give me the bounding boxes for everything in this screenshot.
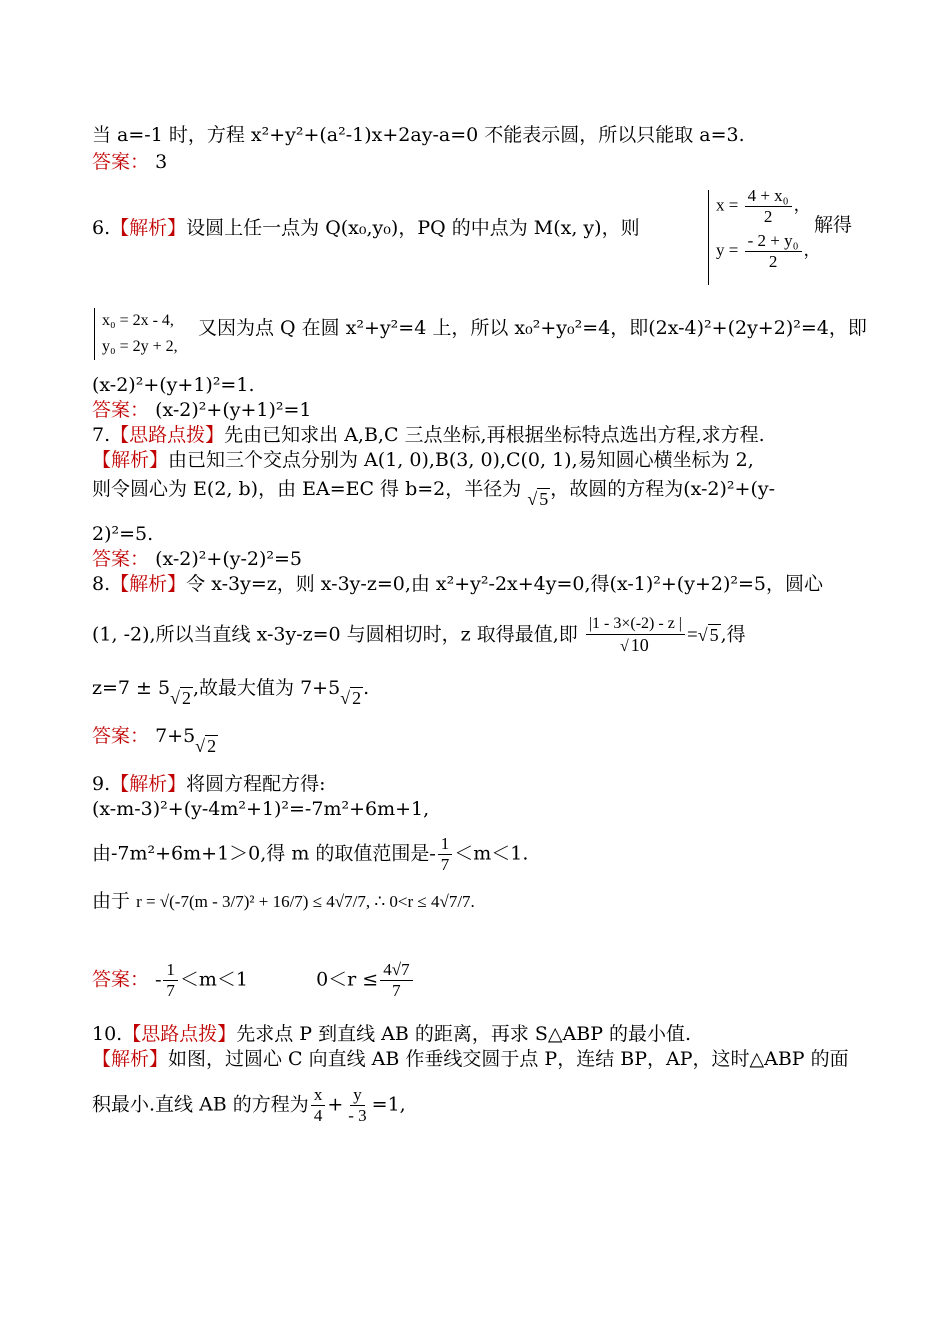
problem-9-line1 (92, 772, 326, 796)
fraction-4sqrt7-7 (380, 960, 412, 1001)
hint-tag: 【思路点拨】 (110, 424, 225, 446)
answer-sqrt-2-radicand: 2 (207, 736, 217, 756)
solve-word: 解得 (814, 214, 853, 236)
problem-10-line3: 积最小.直线 AB 的方程为 $\frac{x}{4}$ + $\frac{y}{- 3}$ =1, (92, 1085, 406, 1125)
problem-number: 10. (92, 1023, 123, 1045)
sqrt-5-radicand: 5 (709, 624, 719, 645)
answer-label: 答案： (92, 151, 150, 173)
answer-label: 答案： (92, 968, 150, 991)
frac-num: 1 (438, 834, 453, 855)
analysis-text: 令 x-3y=z，则 x-3y-z=0,由 x²+y²-2x+4y=0,得(x-1)²+(y+2)²=5，圆心 (186, 573, 823, 595)
sys2-row-1: x₀ = 2x - 4, (102, 312, 174, 329)
frac-num: 4√7 (380, 960, 412, 981)
fraction-1-7 (438, 834, 453, 875)
problem-9-line2: (x-m-3)²+(y-4m²+1)²=-7m²+6m+1, (92, 798, 430, 820)
brace-line (708, 190, 709, 285)
frac-num: y (350, 1085, 365, 1106)
sqrt-2: √ 2 (170, 688, 191, 708)
frac-den: 4 (313, 1106, 323, 1125)
answer-label: 答案： (92, 399, 150, 421)
analysis-tag: 【解析】 (110, 217, 187, 239)
line-eq-tail: =1, (371, 1093, 406, 1116)
sqrt-5: √ 5 (527, 489, 549, 509)
answer-6 (92, 398, 312, 422)
problem-6-line2: 又因为点 Q 在圆 x²+y²=4 上，所以 x₀²+y₀²=4，即(2x-4)²+(2y+2)²=4，即 (198, 317, 867, 339)
tangent-text: (1, -2),所以当直线 x-3y-z=0 与圆相切时，z 取得最值,即 (92, 623, 578, 646)
problem-9-line4 (92, 889, 475, 914)
answer-label: 答案： (92, 725, 150, 747)
analysis-text: 如图，过圆心 C 向直线 AB 作垂线交圆于点 P，连结 BP，AP，这时△ABP 的面 (168, 1048, 849, 1070)
problem-6-line3: (x-2)²+(y+1)²=1. (92, 374, 255, 396)
answer-8 (92, 724, 218, 758)
sqrt-2-radicand-b: 2 (352, 688, 362, 708)
problem-8-line1 (92, 572, 823, 596)
sqrt-5: √ 5 (697, 624, 719, 645)
circle-eq-text: ，故圆的方程为(x-2)²+(y- (550, 478, 776, 500)
problem-7-line1 (92, 423, 765, 447)
line-a-cond: 当 a=-1 时，方程 x²+y²+(a²-1)x+2ay-a=0 不能表示圆，所以只能取 a=3. (92, 124, 745, 146)
sqrt-2-radicand: 2 (182, 688, 191, 708)
sqrt-5-radicand: 5 (539, 489, 549, 509)
answer-value: (x-2)²+(y-2)²=5 (155, 548, 303, 570)
problem-6-line1 (92, 216, 640, 240)
sys1-num-1: 4 + x₀ (745, 186, 792, 207)
answer-value: (x-2)²+(y+1)²=1 (155, 399, 312, 421)
answer-5 (92, 150, 167, 174)
frac-den: 7 (440, 855, 450, 874)
radius-expression: r = √(-7(m - 3/7)² + 16/7) ≤ 4√7/7, ∴ 0<r ≤ 4√7/7. (136, 892, 475, 911)
sqrt-2-b: √ 2 (340, 688, 362, 708)
radius-text: 则令圆心为 E(2, b)，由 EA=EC 得 b=2，半径为 (92, 478, 522, 500)
distance-numerator: |1 - 3×(-2) - z | (586, 614, 685, 635)
system-1 (716, 186, 821, 272)
system-2 (102, 308, 178, 360)
fraction-1-7 (163, 960, 178, 1001)
answer-9 (92, 960, 415, 1001)
r-range: 0＜r ≤ (316, 968, 379, 991)
hint-tag: 【思路点拨】 (122, 1023, 237, 1045)
sys2-row-2: y₀ = 2y + 2, (102, 338, 178, 355)
answer-value: 7+5 (155, 725, 196, 747)
frac-den: 7 (392, 981, 401, 1000)
distance-denominator: 10 (630, 635, 649, 655)
minus-sign: - (155, 969, 162, 991)
sys1-lhs-y: y = (716, 240, 739, 260)
problem-6-text: 设圆上任一点为 Q(x₀,y₀)，PQ 的中点为 M(x, y)，则 (186, 217, 640, 239)
problem-7-line4: 2)²=5. (92, 523, 154, 545)
sys1-num-2: - 2 + y₀ (745, 231, 802, 252)
hint-text: 先由已知求出 A,B,C 三点坐标,再根据坐标特点选出方程,求方程. (224, 424, 765, 446)
analysis-tag: 【解析】 (92, 449, 169, 471)
analysis-tag: 【解析】 (110, 573, 187, 595)
answer-sqrt-2: √ 2 (195, 736, 217, 756)
sys1-tail-2: ， (803, 240, 821, 260)
z-value-text: z=7 ± 5 (92, 677, 171, 699)
answer-7 (92, 547, 302, 571)
max-value-text: ,故最大值为 7+5 (193, 677, 341, 699)
sys1-tail-1: ， (793, 195, 811, 215)
sys1-den-2: 2 (768, 252, 778, 271)
problem-10-line2 (92, 1047, 849, 1071)
distance-fraction: $\frac{|1 - 3\times(-2) - z |}{√ 10}$ (586, 614, 685, 657)
answer-label: 答案： (92, 548, 150, 570)
problem-number: 9. (92, 773, 111, 795)
minus-sign: - (429, 843, 436, 865)
problem-8-line3: z=7 ± 5√ 2 ,故最大值为 7+5√ 2 . (92, 677, 370, 708)
frac-den: 7 (166, 981, 175, 1000)
equals-sign: = (687, 624, 698, 646)
hint-text: 先求点 P 到直线 AB 的距离，再求 S△ABP 的最小值. (236, 1023, 692, 1045)
problem-number: 7. (92, 424, 111, 446)
line-eq-text: 积最小.直线 AB 的方程为 (92, 1093, 309, 1116)
brace-line-2 (94, 308, 95, 360)
frac-num: 1 (163, 960, 178, 981)
since-word: 由于 (92, 890, 131, 912)
analysis-tag: 【解析】 (92, 1048, 169, 1070)
frac-num: x (311, 1085, 326, 1106)
sys1-lhs-x: x = (716, 195, 739, 215)
problem-7-line2 (92, 448, 754, 472)
problem-8-line2: (1, -2),所以当直线 x-3y-z=0 与圆相切时，z 取得最值,即 $\frac{|1 - 3\times(-2) - z |}{√ 10}$ =√ 5 ,得 (92, 615, 746, 655)
problem-9-line3 (92, 834, 528, 875)
m-range: ＜m＜1 (179, 968, 248, 991)
analysis-tag: 【解析】 (110, 773, 187, 795)
range-tail: ＜m＜1. (454, 842, 529, 865)
problem-number: 6. (92, 217, 111, 239)
frac-den: - 3 (348, 1106, 367, 1125)
problem-7-line3 (92, 477, 775, 511)
fraction-y-neg3 (345, 1085, 369, 1126)
get-word: 得 (726, 623, 746, 646)
problem-10-line1 (92, 1022, 691, 1046)
analysis-text: 由已知三个交点分别为 A(1, 0),B(3, 0),C(0, 1),易知圆心横坐标为 2, (168, 449, 754, 471)
analysis-text: 将圆方程配方得: (186, 773, 326, 795)
range-text: 由-7m²+6m+1＞0,得 m 的取值范围是 (92, 842, 430, 865)
answer-value: 3 (155, 151, 168, 173)
problem-number: 8. (92, 573, 111, 595)
fraction-x-4 (311, 1085, 326, 1126)
sys1-den-1: 2 (763, 207, 773, 226)
